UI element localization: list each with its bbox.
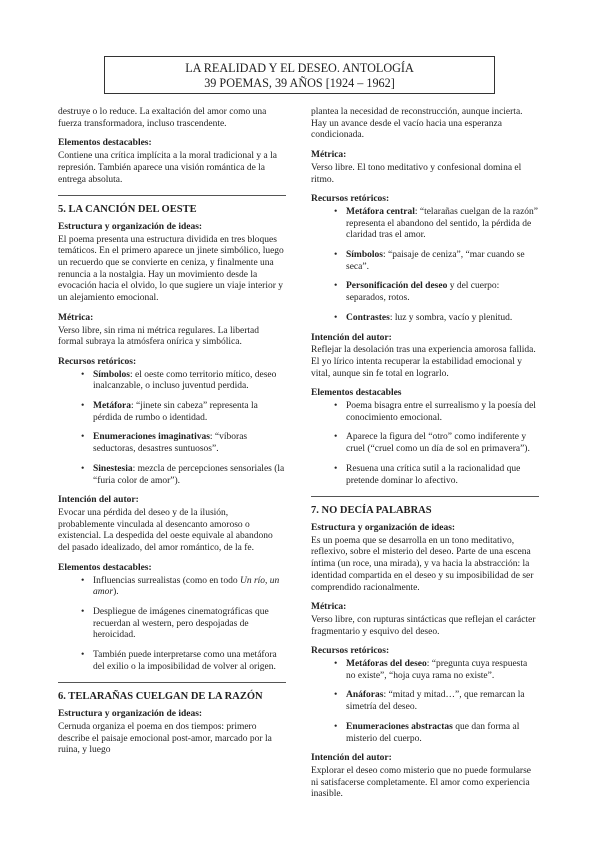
intro-text: destruye o lo reduce. La exaltación del amor como una fuerza transformadora, incluso trascendente.	[58, 107, 267, 129]
title-line-1: LA REALIDAD Y EL DESEO. ANTOLOGÍA	[185, 61, 414, 75]
heading-estructura: Estructura y organización de ideas	[58, 221, 199, 232]
intencion-7-text: Explorar el deseo como misterio que no puede formularse ni satisfacerse completamente. El amor como experiencia inasible.	[311, 765, 532, 800]
intencion-text: Evocar una pérdida del deseo y de la ilusión, probablemente vinculada al desencanto amoroso o existencial. La despedida del oeste equivale al abandono del pasado idealizado, del amor romántico, de la fe.	[58, 507, 273, 554]
destacables-6-list	[311, 401, 539, 487]
metrica-text: Verso libre, sin rima ni métrica regulares. La libertad formal subraya la atmósfera onírica y simbólica.	[58, 325, 260, 348]
heading-destacables: Elementos destacables	[58, 138, 149, 149]
intencion-6-text: Reflejar la desolación tras una experiencia amorosa fallida. El yo lírico intenta recuperar la estabilidad emocional y vital, aunque sin fe total en lograrlo.	[311, 345, 536, 379]
heading-recursos-6: Recursos retóricos	[311, 194, 387, 205]
section-7-title: 7. NO DECÍA PALABRAS	[311, 505, 432, 517]
left-column: destruye o lo reduce. La exaltación del amor como una fuerza transformadora, incluso trascendente. Elementos destacables: Contiene una crítica implícita a la moral tradicional y a la represión. También aparece una visión romántica de la entrega absoluta. 5. LA CANCIÓN DEL OESTE Estructura y organización de ideas: El poema presenta una estructura dividida en tres bloques temáticos. En el primero aparece un jinete simbólico, luego un recuerdo que se convierte en ceniza, y finalmente una renuncia a la nostalgia. Hay un movimiento desde la evocación hacia el olvido, lo que sugiere un viaje interior y un alejamiento emocional. Métrica: Verso libre, sin rima ni métrica regulares. La libertad formal subraya la atmósfera onírica y simbólica. Recursos retóricos: • Símbolos: el oeste como territorio mítico, deseo inalcanzable, o incluso juventud perdida. • Metáfora: “jinete sin cabeza” representa la pérdida de rumbo o identidad. • Enumeraciones imaginativas: “víboras seductoras, desastres suntuosos”. • Sinestesia: mezcla de percepciones sensoriales (la “furia color de amor”). Intención del autor: Evocar una pérdida del deseo y de la ilusión, probablemente vinculada al desencanto amoroso o existencial. La despedida del oeste equivale al abandono del pasado idealizado, del amor romántico, de la fe. Elementos destacables: • Influencias surrealistas (como en todo Un río, un amor). • Despliegue de imágenes cinematográficas que recuerdan al western, pero despojadas de heroicidad. • También puede interpretarse como una metáfora del exilio o la imposibilidad de volver al origen. 6. TELARAÑAS CUELGAN DE LA RAZÓN Estructura y organización de ideas: Cernuda organiza el poema en dos tiempos: primero describe el paisaje emocional post-amor, marcado por la ruina, y luego	[58, 107, 286, 765]
metrica-6-text: Verso libre. El tono meditativo y confesional domina el ritmo.	[311, 162, 522, 185]
destacables-list	[58, 576, 286, 674]
heading-recursos-7: Recursos retóricos	[311, 646, 387, 657]
recursos-6-list	[311, 207, 539, 325]
recursos-list	[58, 370, 286, 488]
list-item: • Enumeraciones abstractas que dan forma al misterio del cuerpo.	[346, 722, 539, 745]
heading-intencion-7: Intención del autor	[311, 753, 389, 764]
list-item: • Resuena una crítica sutil a la racionalidad que pretende dominar lo afectivo.	[346, 464, 539, 487]
document-title-box	[104, 56, 495, 94]
heading-recursos: Recursos retóricos:	[58, 356, 137, 367]
metrica-7-text: Verso libre, con rupturas sintácticas que reflejan el carácter fragmentario y esquivo del deseo.	[311, 614, 536, 637]
heading-metrica-6: Métrica	[311, 150, 344, 161]
list-item: • Metáfora central: “telarañas cuelgan de la razón” representa el abandono del sentido, la pérdida de claridad tras el amor.	[346, 207, 539, 242]
heading-destacables-2: Elementos destacables:	[58, 562, 152, 573]
list-item: • También puede interpretarse como una metáfora del exilio o la imposibilidad de volver al origen.	[93, 650, 286, 673]
list-item: • Anáforas: “mitad y mitad…”, que remarcan la simetría del deseo.	[346, 690, 539, 713]
heading-intencion: Intención del autor	[58, 495, 136, 506]
list-item: • Contrastes: luz y sombra, vacío y plenitud.	[346, 313, 539, 325]
list-item: • Aparece la figura del “otro” como indiferente y cruel (“cruel como un día de sol en primavera”).	[346, 432, 539, 455]
list-item: • Poema bisagra entre el surrealismo y la poesía del conocimiento emocional.	[346, 401, 539, 424]
list-item: • Personificación del deseo y del cuerpo: separados, rotos.	[346, 281, 539, 304]
heading-destacables-6: Elementos destacables	[311, 388, 402, 399]
list-item: • Influencias surrealistas (como en todo Un río, un amor).	[93, 576, 286, 599]
list-item: • Metáforas del deseo: “pregunta cuya respuesta no existe”, “hoja cuya rama no existe”.	[346, 659, 539, 682]
list-item: • Símbolos: el oeste como territorio mítico, deseo inalcanzable, o incluso juventud perdida.	[93, 370, 286, 393]
list-item: • Enumeraciones imaginativas: “víboras seductoras, desastres suntuosos”.	[93, 432, 286, 455]
list-item: • Sinestesia: mezcla de percepciones sensoriales (la “furia color de amor”).	[93, 464, 286, 487]
list-item: • Despliegue de imágenes cinematográficas que recuerdan al western, pero despojadas de heroicidad.	[93, 607, 286, 642]
heading-estructura-6: Estructura y organización de ideas	[58, 709, 199, 720]
right-column: plantea la necesidad de reconstrucción, aunque incierta. Hay un avance desde el vacío hacia una esperanza condicionada. Métrica: Verso libre. El tono meditativo y confesional domina el ritmo. Recursos retóricos: • Metáfora central: “telarañas cuelgan de la razón” representa el abandono del sentido, la pérdida de claridad tras el amor. • Símbolos: “paisaje de ceniza”, “mar cuando se seca”. • Personificación del deseo y del cuerpo: separados, rotos. • Contrastes: luz y sombra, vacío y plenitud. Intención del autor: Reflejar la desolación tras una experiencia amorosa fallida. El yo lírico intenta recuperar la estabilidad emocional y vital, aunque sin fe total en lograrlo. Elementos destacables • Poema bisagra entre el surrealismo y la poesía del conocimiento emocional. • Aparece la figura del “otro” como indiferente y cruel (“cruel como un día de sol en primavera”). • Resuena una crítica sutil a la racionalidad que pretende dominar lo afectivo. 7. NO DECÍA PALABRAS Estructura y organización de ideas: Es un poema que se desarrolla en un tono meditativo, reflexivo, sobre el misterio del deseo. Parte de una escena íntima (un roce, una mirada), y va hacia la abstracción: la identidad compartida en el deseo y su imposibilidad de ser comprendido racionalmente. Métrica: Verso libre, con rupturas sintácticas que reflejan el carácter fragmentario y esquivo del deseo. Recursos retóricos: • Metáforas del deseo: “pregunta cuya respuesta no existe”, “hoja cuya rama no existe”. • Anáforas: “mitad y mitad…”, que remarcan la simetría del deseo. • Enumeraciones abstractas que dan forma al misterio del cuerpo. Intención del autor: Explorar el deseo como misterio que no puede formularse ni satisfacerse completamente. El amor como experiencia inasible.	[311, 107, 539, 809]
heading-metrica-7: Métrica	[311, 602, 344, 613]
title-line-2: 39 POEMAS, 39 AÑOS [1924 – 1962]	[204, 75, 395, 90]
continued-text: plantea la necesidad de reconstrucción, aunque incierta. Hay un avance desde el vacío hacia una esperanza condicionada.	[311, 107, 523, 141]
estructura-text: El poema presenta una estructura dividida en tres bloques temáticos. En el primero aparece un jinete simbólico, luego un recuerdo que se convierte en ceniza, y finalmente una renuncia a la nostalgia. Hay un movimiento desde la evocación hacia el olvido, lo que sugiere un viaje interior y un alejamiento emocional.	[58, 234, 284, 304]
section-5-title: 5. LA CANCIÓN DEL OESTE	[58, 204, 197, 216]
estructura-6-text: Cernuda organiza el poema en dos tiempos: primero describe el paisaje emocional post-amor, marcado por la ruina, y luego	[58, 721, 272, 756]
section-divider	[58, 195, 286, 196]
section-divider	[311, 496, 539, 497]
section-6-title: 6. TELARAÑAS CUELGAN DE LA RAZÓN	[58, 691, 263, 703]
section-divider	[58, 682, 286, 683]
list-item: • Metáfora: “jinete sin cabeza” representa la pérdida de rumbo o identidad.	[93, 401, 286, 424]
estructura-7-text: Es un poema que se desarrolla en un tono meditativo, reflexivo, sobre el misterio del deseo. Parte de una escena íntima (un roce, una mirada), y va hacia la abstracción: la identidad compartida en el deseo y su imposibilidad de ser comprendido racionalmente.	[311, 535, 534, 593]
heading-estructura-7: Estructura y organización de ideas	[311, 522, 452, 533]
list-item: • Símbolos: “paisaje de ceniza”, “mar cuando se seca”.	[346, 250, 539, 273]
heading-intencion-6: Intención del autor	[311, 332, 389, 343]
heading-metrica: Métrica	[58, 312, 91, 323]
recursos-7-list	[311, 659, 539, 745]
destacables-text: Contiene una crítica implícita a la moral tradicional y a la represión. También aparece una visión romántica de la entrega absoluta.	[58, 151, 277, 185]
